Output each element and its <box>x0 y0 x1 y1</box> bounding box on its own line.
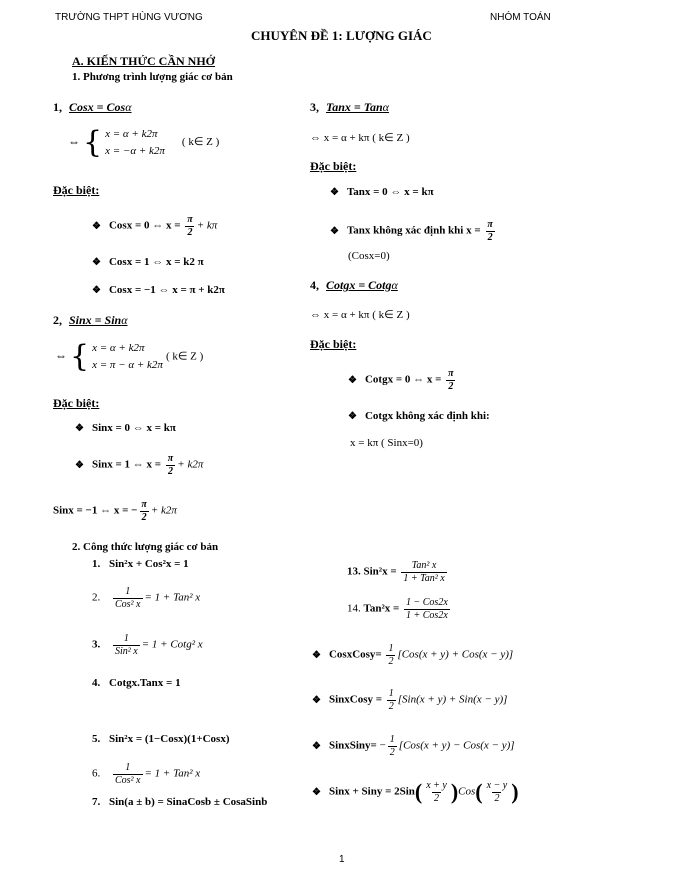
formula-13: 13. Sin²x = $\frac{\text{Tan² x}}{\text{1 + Tan² x}}$ <box>347 560 445 584</box>
cos-item-1: ❖ Cosx = 0 ⇔ x = $\frac{\pi}{2}$ + kπ <box>92 214 218 238</box>
cosx-zero-note: (Cosx=0) <box>348 250 390 262</box>
page-number: 1 <box>339 854 345 865</box>
product-cos-cos: ❖ CosxCosy= $\frac{1}{2}$ [Cos(x + y) + Cos(x − y)] <box>312 643 514 667</box>
formula-14: 14. Tan²x = $\frac{\text{1 − Cos2x}}{\text{1 + Cos2x}}$ <box>347 597 448 621</box>
sin-item-2: ❖ Sinx = 1 ⇔ x = $\frac{\pi}{2}$ + k2π <box>75 453 204 477</box>
special-cos-heading: Đặc biệt: <box>53 183 100 197</box>
sum-to-product: ❖ Sinx + Siny = 2Sin( $\frac{x + y}{2}$ )Cos( $\frac{x - y}{2}$ ) <box>312 779 519 804</box>
page-title: CHUYÊN ĐỀ 1: LƯỢNG GIÁC <box>251 28 432 43</box>
tan-item-2: ❖ Tanx không xác định khi x = $\frac{\pi}{2}$ <box>330 219 493 243</box>
product-sin-sin: ❖ SinxSiny= − $\frac{1}{2}$ [Cos(x + y) − Cos(x − y)] <box>312 734 515 758</box>
eq1-solution: ⇔ { x = α + k2π x = −α + k2π ( k∈ Z ) <box>68 124 220 160</box>
cot-item-2: ❖ Cotgx không xác định khi: <box>348 410 490 422</box>
eq2-solution: ⇔ { x = α + k2π x = π − α + k2π ( k∈ Z ) <box>55 338 204 374</box>
subsection-1-heading: 1. Phương trình lượng giác cơ bản <box>72 71 233 83</box>
formula-2: 2. $\frac{1}{\text{Cos² x}}$ = 1 + Tan² x <box>92 586 201 610</box>
cos-item-2: ❖ Cosx = 1 ⇔ x = k2 π <box>92 256 204 268</box>
section-a-heading: A. KIẾN THỨC CẦN NHỚ <box>72 54 216 68</box>
special-cot-heading: Đặc biệt: <box>310 337 357 351</box>
eq2: 2, Sinx = Sinα <box>53 313 128 327</box>
header-school: TRƯỜNG THPT HÙNG VƯƠNG <box>55 12 203 23</box>
tan-item-1: ❖ Tanx = 0 ⇔ x = kπ <box>330 186 434 198</box>
bullet-icon: ❖ <box>92 220 101 232</box>
formula-1: 1. Sin²x + Cos²x = 1 <box>92 558 189 570</box>
cos-item-3: ❖ Cosx = −1 ⇔ x = π + k2π <box>92 284 225 296</box>
sinx-zero-note: x = kπ ( Sinx=0) <box>350 437 423 449</box>
eq3-solution: ⇔ x = α + kπ ( k∈ Z ) <box>310 132 410 144</box>
special-tan-heading: Đặc biệt: <box>310 159 357 173</box>
product-sin-cos: ❖ SinxCosy = $\frac{1}{2}$ [Sin(x + y) + Sin(x − y)] <box>312 688 508 712</box>
eq4-solution: ⇔ x = α + kπ ( k∈ Z ) <box>310 309 410 321</box>
eq3: 3, Tanx = Tanα <box>310 100 389 114</box>
formula-7: 7. Sin(a ± b) = SinaCosb ± CosaSinb <box>92 796 268 808</box>
cot-item-1: ❖ Cotgx = 0 ⇔ x = $\frac{\pi}{2}$ <box>348 368 454 392</box>
eq1-line1: x = α + k2π <box>105 128 158 140</box>
formula-5: 5. Sin²x = (1−Cosx)(1+Cosx) <box>92 733 230 745</box>
formula-3: 3. $\frac{1}{\text{Sin² x}}$ = 1 + Cotg² x <box>92 633 203 657</box>
eq1-line2: x = −α + k2π <box>105 144 165 157</box>
header-group: NHÓM TOÁN <box>490 12 551 23</box>
formula-4: 4. Cotgx.Tanx = 1 <box>92 677 181 689</box>
sin-item-1: ❖ Sinx = 0 ⇔ x = kπ <box>75 422 176 434</box>
eq1: 1, Cosx = Cosα <box>53 100 132 114</box>
subsection-2-heading: 2. Công thức lượng giác cơ bản <box>72 541 219 553</box>
formula-6: 6. $\frac{1}{\text{Cos² x}}$ = 1 + Tan² x <box>92 762 201 786</box>
special-sin-heading: Đặc biệt: <box>53 396 100 410</box>
sin-neg-one: Sinx = −1 ⇔ x = − $\frac{\pi}{2}$ + k2π <box>53 499 177 523</box>
eq4: 4, Cotgx = Cotgα <box>310 278 398 292</box>
